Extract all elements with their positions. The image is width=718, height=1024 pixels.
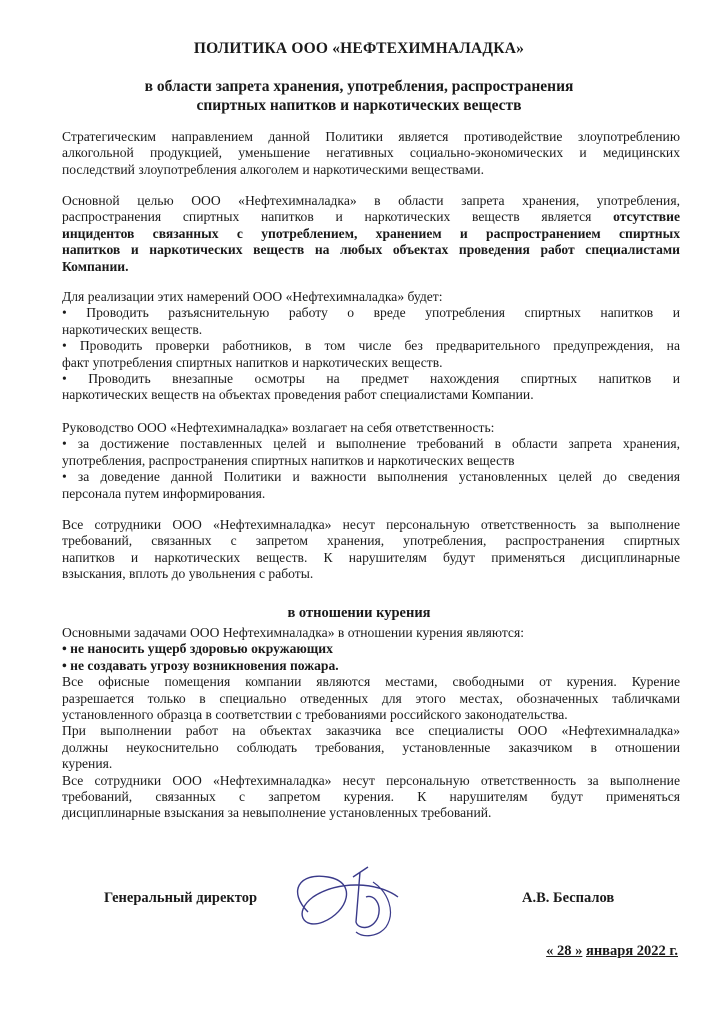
text-line: Стратегическим направлением данной Политики является противодействие злоупотреблению — [62, 129, 680, 144]
document-date — [546, 943, 678, 960]
text-line: Все офисные помещения компании являются местами, свободными от курения. Курение — [62, 674, 680, 690]
text-line: требований, связанных с запретом курения. К нарушителям будут применяться — [62, 789, 680, 805]
text-line: При выполнении работ на объектах заказчика все специалисты ООО «Нефтехимналадка» — [62, 723, 680, 739]
text-line: должны неукоснительно соблюдать требования, установленные заказчиком в отношении — [62, 739, 680, 755]
text-line: Все сотрудники ООО «Нефтехимналадка» несут персональную ответственность за выполнение — [62, 772, 680, 788]
text-line: курения. — [62, 756, 113, 772]
text-line: наркотических веществ на объектах проведения работ специалистами Компании. — [62, 387, 534, 403]
bullet-line: • Проводить внезапные осмотры на предмет нахождения спиртных напитков и — [62, 371, 680, 387]
text-line: персонала путем информирования. — [62, 485, 266, 501]
paragraph-measures — [62, 289, 680, 404]
text-line: Все сотрудники ООО «Нефтехимналадка» несут персональную ответственность за выполнение — [62, 517, 680, 532]
text-line: взыскания, вплоть до увольнения с работы. — [62, 566, 314, 582]
bullet-line: • Проводить разъяснительную работу о вреде употребления спиртных напитков и — [62, 305, 680, 321]
bold-bullet-line: • не наносить ущерб здоровью окружающих — [62, 641, 333, 657]
bold-line: напитков и наркотических веществ на любых объектах проведения работ специалистами — [62, 242, 680, 258]
document-subtitle — [0, 77, 718, 115]
bold-bullet-line: • не создавать угрозу возникновения пожара. — [62, 657, 339, 673]
text-line: алкогольной продукцией, уменьшение негативных социально-экономических и медицинских — [62, 145, 680, 161]
bullet-line: • Проводить проверки работников, в том числе без предварительного предупреждения, на — [62, 338, 680, 354]
document-title: ПОЛИТИКА ООО «НЕФТЕХИМНАЛАДКА» — [193, 40, 525, 57]
subtitle-line: спиртных напитков и наркотических веществ — [196, 97, 522, 114]
text-line: Руководство ООО «Нефтехимналадка» возлагает на себя ответственность: — [62, 420, 495, 435]
text-line: Основными задачами ООО Нефтехимналадка» в отношении курения являются: — [62, 625, 524, 640]
paragraph-smoking — [62, 625, 680, 822]
bold-fragment: отсутствие — [613, 209, 680, 225]
text-line — [62, 209, 680, 225]
text-line: Для реализации этих намерений ООО «Нефтехимналадка» будет: — [62, 289, 443, 304]
paragraph-strategy — [62, 129, 680, 178]
text-line: употребления, распространения спиртных напитков и наркотических веществ — [62, 452, 515, 468]
text-line: наркотических веществ. — [62, 321, 203, 337]
text-line: Основной целью ООО «Нефтехимналадка» в области запрета хранения, употребления, — [62, 193, 680, 208]
paragraph-responsibility — [62, 420, 680, 502]
text-line: последствий злоупотребления алкоголем и наркотическими веществами. — [62, 161, 484, 177]
bold-line: инцидентов связанных с употреблением, хранением и распространением спиртных — [62, 225, 680, 241]
text-line: требований, связанных с запретом хранения, употребления, распространения спиртных — [62, 533, 680, 549]
text-fragment: распространения спиртных напитков и наркотических веществ является — [62, 209, 592, 225]
bullet-line: • за достижение поставленных целей и выполнение требований в области запрета хранения, — [62, 436, 680, 452]
handwritten-signature — [278, 852, 418, 944]
date-day: « 28 » — [546, 943, 583, 959]
bullet-line: • за доведение данной Политики и важности выполнения установленных целей до сведения — [62, 469, 680, 485]
text-line: напитков и наркотических веществ. К нарушителям будут применяться дисциплинарные — [62, 549, 680, 565]
text-line: разрешается только в специально отведенных для этого местах, обозначенных табличками — [62, 690, 680, 706]
paragraph-personal-liability — [62, 517, 680, 583]
signer-title: Генеральный директор — [104, 890, 258, 906]
signer-name: А.В. Беспалов — [522, 890, 615, 906]
text-line: факт употребления спиртных напитков и наркотических веществ. — [62, 354, 443, 370]
paragraph-main-goal — [62, 193, 680, 275]
date-month-year: января 2022 г. — [585, 943, 678, 959]
text-line: дисциплинарные взыскания за невыполнение установленных требований. — [62, 805, 492, 821]
section-smoking-heading: в отношении курения — [287, 605, 431, 621]
text-line: установленного образца в соответствии с требованиями российского законодательства. — [62, 707, 568, 723]
subtitle-line: в области запрета хранения, употребления, распространения — [144, 78, 574, 95]
bold-line: Компании. — [62, 258, 129, 274]
